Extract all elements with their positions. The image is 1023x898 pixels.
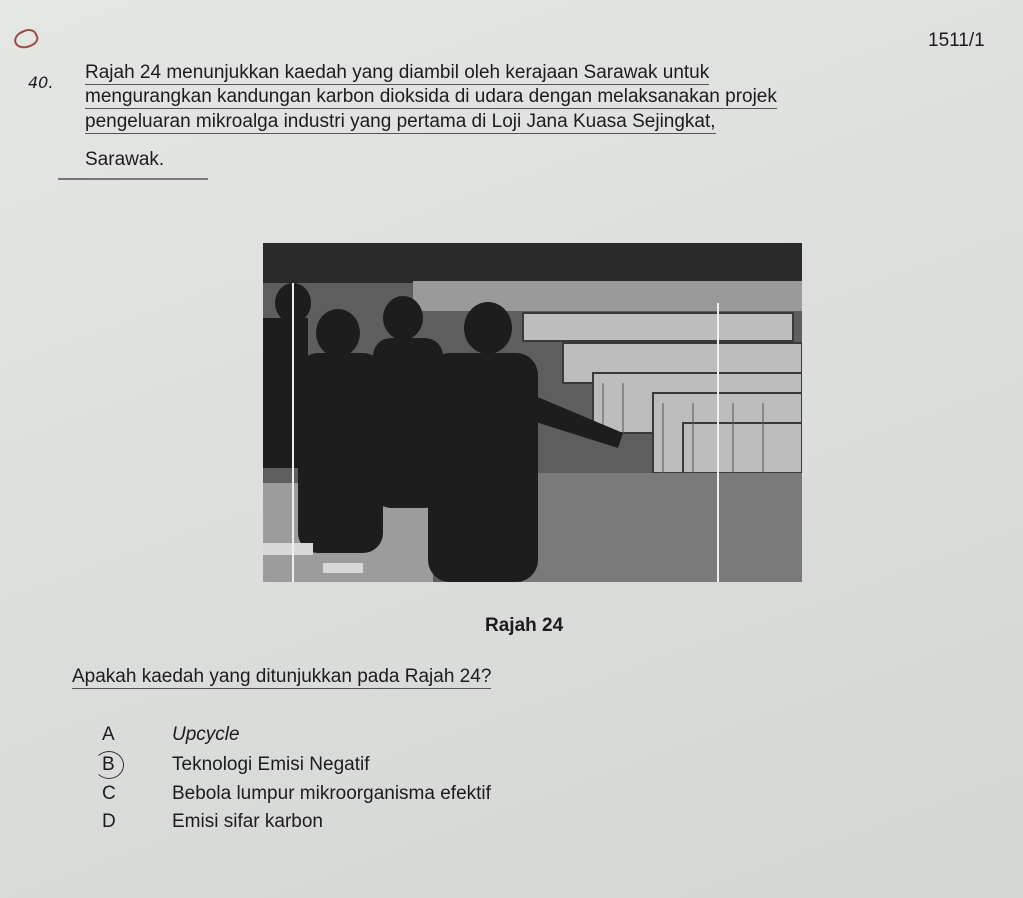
- option-letter: D: [102, 811, 116, 832]
- option-letter-wrapper: [100, 754, 172, 776]
- page-code: 1511/1: [928, 30, 985, 51]
- question-number: 40.: [28, 73, 54, 92]
- option-text: Teknologi Emisi Negatif: [172, 754, 370, 775]
- option-d[interactable]: [100, 811, 323, 833]
- pencil-mark: [11, 26, 40, 52]
- question-line-3: pengeluaran mikroalga industri yang pertama di Loji Jana Kuasa Sejingkat,: [85, 111, 716, 132]
- figure-photo: [263, 243, 802, 582]
- question-line-2: mengurangkan kandungan karbon dioksida di udara dengan melaksanakan projek: [85, 86, 777, 107]
- option-a[interactable]: [100, 724, 240, 746]
- option-letter: B: [102, 754, 115, 775]
- answer-circle-mark: [94, 751, 124, 779]
- option-text: Emisi sifar karbon: [172, 811, 323, 832]
- figure-caption: Rajah 24: [485, 615, 564, 636]
- option-letter: A: [102, 724, 115, 745]
- option-c[interactable]: [100, 783, 491, 805]
- underline-mark: [58, 178, 208, 180]
- option-b[interactable]: [100, 754, 369, 776]
- option-letter: C: [102, 783, 116, 804]
- option-text: Upcycle: [172, 724, 240, 745]
- question-line-4: Sarawak.: [85, 149, 165, 170]
- option-text: Bebola lumpur mikroorganisma efektif: [172, 783, 491, 804]
- question-prompt: Apakah kaedah yang ditunjukkan pada Rajah 24?: [72, 666, 492, 687]
- question-line-1: Rajah 24 menunjukkan kaedah yang diambil oleh kerajaan Sarawak untuk: [85, 62, 710, 83]
